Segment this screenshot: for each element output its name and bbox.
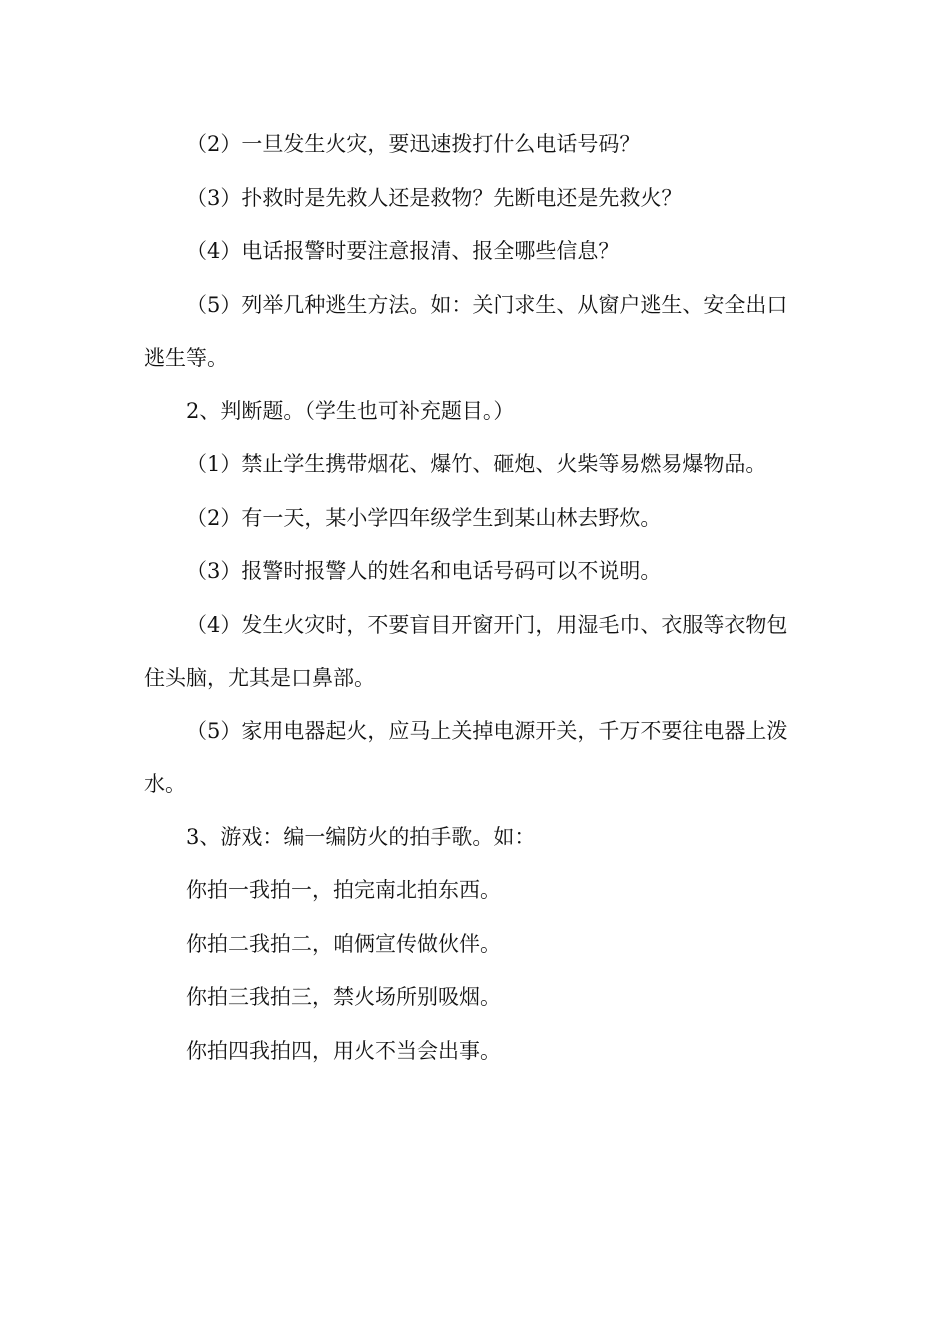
paragraph-question-2-1: （1）禁止学生携带烟花、爆竹、砸炮、火柴等易燃易爆物品。 bbox=[186, 452, 767, 476]
section-heading-game: 3、游戏：编一编防火的拍手歌。如： bbox=[186, 824, 536, 849]
document-body bbox=[144, 118, 808, 1078]
paragraph-question-2-2: （2）有一天，某小学四年级学生到某山林去野炊。 bbox=[186, 505, 662, 530]
paragraph-question-2-5: （5）家用电器起火，应马上关掉电源开关，千万不要往电器上泼水。 bbox=[144, 718, 788, 796]
paragraph-question-1-4: （4）电话报警时要注意报清、报全哪些信息？ bbox=[186, 239, 620, 263]
paragraph-question-2-3: （3）报警时报警人的姓名和电话号码可以不说明。 bbox=[186, 559, 662, 583]
paragraph-question-1-3: （3）扑救时是先救人还是救物？先断电还是先救火？ bbox=[186, 185, 683, 210]
clapping-song-line-1: 你拍一我拍一，拍完南北拍东西。 bbox=[186, 878, 501, 902]
section-heading-judgement: 2、判断题。（学生也可补充题目。） bbox=[186, 398, 515, 423]
clapping-song-line-3: 你拍三我拍三，禁火场所别吸烟。 bbox=[186, 985, 501, 1009]
paragraph-question-1-5: （5）列举几种逃生方法。如：关门求生、从窗户逃生、安全出口逃生等。 bbox=[144, 292, 788, 370]
paragraph-question-2-4: （4）发生火灾时，不要盲目开窗开门，用湿毛巾、衣服等衣物包住头脑，尤其是口鼻部。 bbox=[144, 612, 788, 690]
clapping-song-line-4: 你拍四我拍四，用火不当会出事。 bbox=[186, 1038, 501, 1063]
clapping-song-line-2: 你拍二我拍二，咱俩宣传做伙伴。 bbox=[186, 931, 501, 956]
paragraph-question-1-2: （2）一旦发生火灾，要迅速拨打什么电话号码？ bbox=[186, 132, 641, 156]
